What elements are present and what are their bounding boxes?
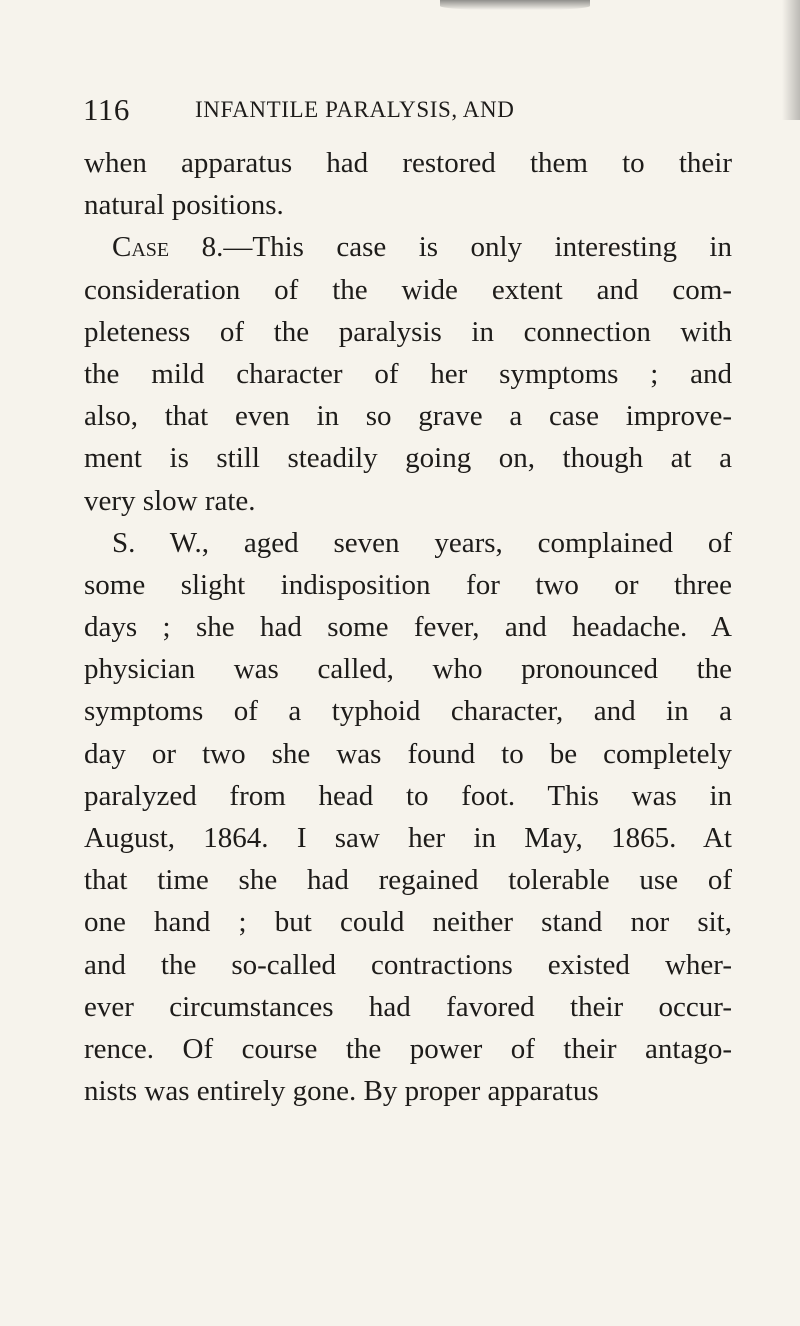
text-line: that time she had regained tolerable use of	[84, 864, 732, 897]
case-label: Case	[112, 231, 170, 264]
page-number: 116	[83, 92, 130, 127]
text-line: symptoms of a typhoid character, and in a	[84, 695, 732, 728]
text-line: ever circumstances had favored their occur-	[84, 990, 732, 1023]
scan-smudge	[440, 0, 590, 10]
text-line: pleteness of the paralysis in connection with	[84, 315, 732, 348]
text-line: also, that even in so grave a case improve-	[84, 400, 732, 433]
body-text	[84, 142, 732, 1112]
text-line: consideration of the wide extent and com-	[84, 273, 732, 306]
text-line: one hand ; but could neither stand nor sit,	[84, 906, 732, 939]
text-line: August, 1864. I saw her in May, 1865. At	[84, 822, 732, 854]
text-line: and the so-called contractions existed wher-	[84, 948, 732, 981]
text-line: nists was entirely gone. By proper apparatus	[84, 1075, 599, 1108]
text-line: paralyzed from head to foot. This was in	[84, 779, 732, 812]
text-line-case-heading: Case 8.—This case is only interesting in	[112, 231, 732, 264]
text-line: days ; she had some fever, and headache. A	[84, 611, 732, 644]
text-line: when apparatus had restored them to their	[84, 147, 732, 179]
text-line: rence. Of course the power of their antago-	[84, 1032, 732, 1065]
text-line: physician was called, who pronounced the	[84, 653, 732, 686]
page-header	[83, 90, 733, 130]
text-line: ment is still steadily going on, though at a	[84, 442, 732, 475]
text-line: natural positions.	[84, 189, 284, 222]
scan-edge-shadow	[782, 0, 800, 120]
text-line: the mild character of her symptoms ; and	[84, 357, 732, 390]
text-line: S. W., aged seven years, complained of	[112, 526, 732, 559]
text-line: day or two she was found to be completely	[84, 737, 732, 770]
text-line: very slow rate.	[84, 484, 256, 517]
text-line: some slight indisposition for two or three	[84, 568, 732, 601]
running-title: INFANTILE PARALYSIS, AND	[195, 97, 515, 122]
